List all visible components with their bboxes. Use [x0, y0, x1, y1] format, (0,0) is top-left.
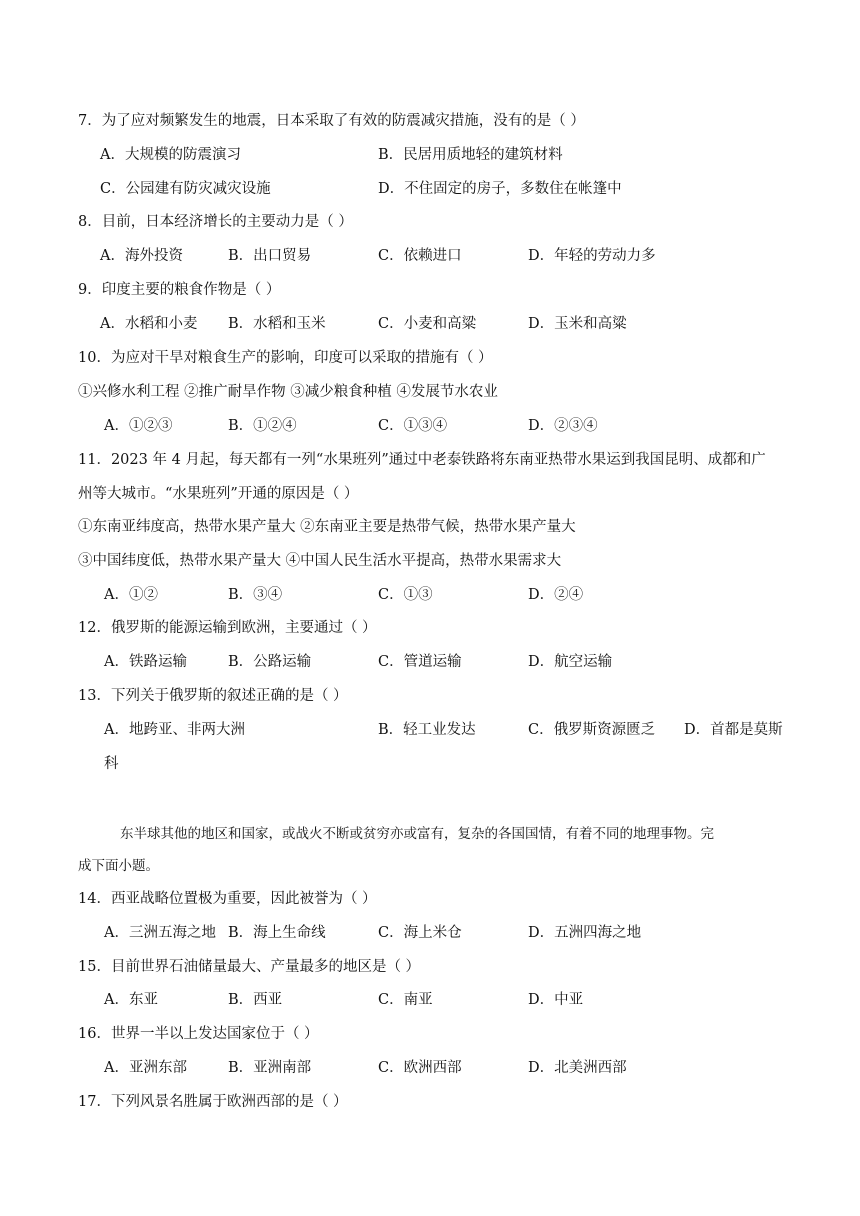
q8-option-b: B．出口贸易 — [228, 248, 312, 264]
q11-statement-2: ③中国纬度低，热带水果产量大 ④中国人民生活水平提高，热带水果需求大 — [78, 553, 562, 569]
q11-option-c: C．①③ — [378, 587, 433, 603]
q11-option-a: A．①② — [104, 587, 158, 603]
q13-option-a: A．地跨亚、非两大洲 — [104, 722, 245, 738]
question-8-stem: 8．目前，日本经济增长的主要动力是（ ） — [78, 214, 353, 230]
question-15-stem: 15．目前世界石油储量最大、产量最多的地区是（ ） — [78, 959, 421, 975]
q12-option-d: D．航空运输 — [528, 654, 613, 670]
q15-option-d: D．中亚 — [528, 992, 584, 1008]
q10-option-c: C．①③④ — [378, 418, 448, 434]
q13-option-c: C．俄罗斯资源匮乏 — [528, 722, 656, 738]
q12-option-c: C．管道运输 — [378, 654, 462, 670]
q11-option-b: B．③④ — [228, 587, 283, 603]
question-13-stem: 13．下列关于俄罗斯的叙述正确的是（ ） — [78, 688, 348, 704]
q12-option-b: B．公路运输 — [228, 654, 312, 670]
question-14-stem: 14．西亚战略位置极为重要，因此被誉为（ ） — [78, 891, 377, 907]
question-17-stem: 17．下列风景名胜属于欧洲西部的是（ ） — [78, 1094, 348, 1110]
q10-statements: ①兴修水利工程 ②推广耐旱作物 ③减少粮食种植 ④发展节水农业 — [78, 384, 498, 400]
q16-option-d: D．北美洲西部 — [528, 1060, 627, 1076]
q7-option-d: D．不住固定的房子，多数住在帐篷中 — [378, 181, 622, 197]
q7-option-c: C．公园建有防灾减灾设施 — [100, 181, 271, 197]
q15-option-b: B．西亚 — [228, 992, 283, 1008]
question-10-stem: 10．为应对干旱对粮食生产的影响，印度可以采取的措施有（ ） — [78, 350, 493, 366]
q9-option-d: D．玉米和高粱 — [528, 316, 627, 332]
q16-option-b: B．亚洲南部 — [228, 1060, 312, 1076]
question-11-stem-cont: 州等大城市。“水果班列”开通的原因是（ ） — [78, 486, 359, 502]
question-12-stem: 12．俄罗斯的能源运输到欧洲，主要通过（ ） — [78, 620, 377, 636]
q7-option-b: B．民居用质地轻的建筑材料 — [378, 147, 563, 163]
q12-option-a: A．铁路运输 — [104, 654, 187, 670]
q8-option-d: D．年轻的劳动力多 — [528, 248, 656, 264]
q9-option-c: C．小麦和高粱 — [378, 316, 477, 332]
q7-option-a: A．大规模的防震演习 — [100, 147, 241, 163]
question-9-stem: 9．印度主要的粮食作物是（ ） — [78, 282, 281, 298]
q10-option-d: D．②③④ — [528, 418, 598, 434]
question-16-stem: 16．世界一半以上发达国家位于（ ） — [78, 1026, 319, 1042]
question-11-stem: 11．2023 年 4 月起，每天都有一列“水果班列”通过中老泰铁路将东南亚热带水果运到我国昆明、成都和广 — [78, 452, 766, 468]
q9-option-a: A．水稻和小麦 — [100, 316, 198, 332]
q8-option-c: C．依赖进口 — [378, 248, 462, 264]
q14-option-c: C．海上米仓 — [378, 925, 462, 941]
passage-line-1: 东半球其他的地区和国家，或战火不断或贫穷亦或富有，复杂的各国国情，有着不同的地理事物。完 — [120, 826, 714, 842]
q14-option-d: D．五洲四海之地 — [528, 925, 642, 941]
passage-line-2: 成下面小题。 — [78, 858, 159, 874]
q16-option-a: A．亚洲东部 — [104, 1060, 187, 1076]
q10-option-b: B．①②④ — [228, 418, 297, 434]
q10-option-a: A．①②③ — [104, 418, 173, 434]
q13-option-d: D．首都是莫斯 — [684, 722, 783, 738]
q14-option-b: B．海上生命线 — [228, 925, 326, 941]
q15-option-a: A．东亚 — [104, 992, 158, 1008]
q9-option-b: B．水稻和玉米 — [228, 316, 326, 332]
q11-statement-1: ①东南亚纬度高，热带水果产量大 ②东南亚主要是热带气候，热带水果产量大 — [78, 519, 576, 535]
q11-option-d: D．②④ — [528, 587, 584, 603]
q16-option-c: C．欧洲西部 — [378, 1060, 462, 1076]
q14-option-a: A．三洲五海之地 — [104, 925, 216, 941]
q15-option-c: C．南亚 — [378, 992, 433, 1008]
q8-option-a: A．海外投资 — [100, 248, 183, 264]
question-7-stem: 7．为了应对频繁发生的地震，日本采取了有效的防震减灾措施，没有的是（ ） — [78, 113, 585, 129]
q13-option-b: B．轻工业发达 — [378, 722, 476, 738]
q13-option-d-wrap: 科 — [104, 756, 119, 772]
